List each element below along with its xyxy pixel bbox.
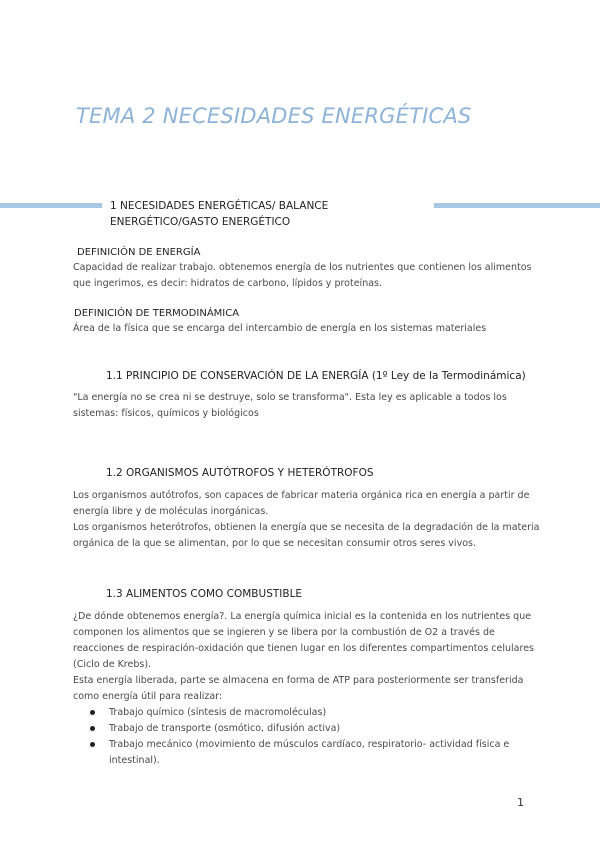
work-types-list [73, 705, 533, 769]
text-line: Esta energía liberada, parte se almacena en forma de ATP para posteriormente ser transferida [73, 675, 524, 686]
text-line: como energía útil para realizar: [73, 691, 223, 702]
text-line: "La energía no se crea ni se destruye, solo se transforma". Esta ley es aplicable a todos los [73, 392, 507, 403]
text-line: que ingerimos, es decir: hidratos de carbono, lípidos y proteínas. [73, 278, 383, 289]
bullet-icon [90, 726, 95, 731]
section-1-2-heading: 1.2 ORGANISMOS AUTÓTROFOS Y HETERÓTROFOS [106, 467, 374, 479]
section-1-heading: 1 NECESIDADES ENERGÉTICAS/ BALANCE ENERGÉTICO/GASTO ENERGÉTICO [110, 200, 329, 228]
text-line: Los organismos autótrofos, son capaces de fabricar materia orgánica rica en energía a partir de [73, 490, 530, 501]
section-1-2-text [73, 488, 540, 552]
text-line: componen los alimentos que se ingieren y se libera por la combustión de O2 a través de [73, 627, 495, 638]
list-item [73, 721, 533, 737]
definition-thermodynamics-label: DEFINICIÓN DE TERMODINÁMICA [74, 308, 240, 319]
text-line: ¿De dónde obtenemos energía?. La energía química inicial es la contenida en los nutrientes que [73, 611, 532, 622]
definition-energy-label: DEFINICIÓN DE ENERGÍA [77, 247, 201, 258]
list-item [73, 705, 533, 721]
text-line: energía libre y de moléculas inorgánicas. [73, 506, 269, 517]
text-line: Capacidad de realizar trabajo. obtenemos energía de los nutrientes que contienen los alimentos [73, 262, 532, 273]
section-divider-left [0, 203, 102, 208]
section-1-3-text [73, 609, 533, 769]
list-item [73, 737, 533, 769]
section-1-3-heading: 1.3 ALIMENTOS COMO COMBUSTIBLE [106, 588, 303, 600]
text-line: orgánica de la que se alimentan, por lo que se necesitan consumir otros seres vivos. [73, 538, 476, 549]
bullet-icon [90, 742, 95, 747]
text-line: Trabajo químico (síntesis de macromoléculas) [109, 707, 327, 718]
text-line: reacciones de respiración-oxidación que tienen lugar en los diferentes compartimentos celulares [73, 643, 534, 654]
text-line: Los organismos heterótrofos, obtienen la energía que se necesita de la degradación de la materia [73, 522, 540, 533]
section-1-1-text [73, 390, 533, 422]
text-line: Trabajo mecánico (movimiento de músculos cardíaco, respiratorio- actividad física e [109, 739, 510, 750]
definition-energy-text [73, 260, 533, 292]
text-line: Área de la física que se encarga del intercambio de energía en los sistemas materiales [73, 323, 487, 334]
definition-thermodynamics-text [73, 321, 533, 337]
text-line: Trabajo de transporte (osmótico, difusión activa) [109, 723, 341, 734]
text-line: intestinal). [109, 755, 160, 766]
section-1-1-heading: 1.1 PRINCIPIO DE CONSERVACIÓN DE LA ENERGÍA (1º Ley de la Termodinámica) [106, 370, 526, 382]
page-title: TEMA 2 NECESIDADES ENERGÉTICAS [76, 104, 472, 128]
page-number: 1 [517, 796, 524, 809]
text-line: (Ciclo de Krebs). [73, 659, 152, 670]
text-line: sistemas: físicos, químicos y biológicos [73, 408, 259, 419]
bullet-icon [90, 710, 95, 715]
section-divider-right [434, 203, 600, 208]
